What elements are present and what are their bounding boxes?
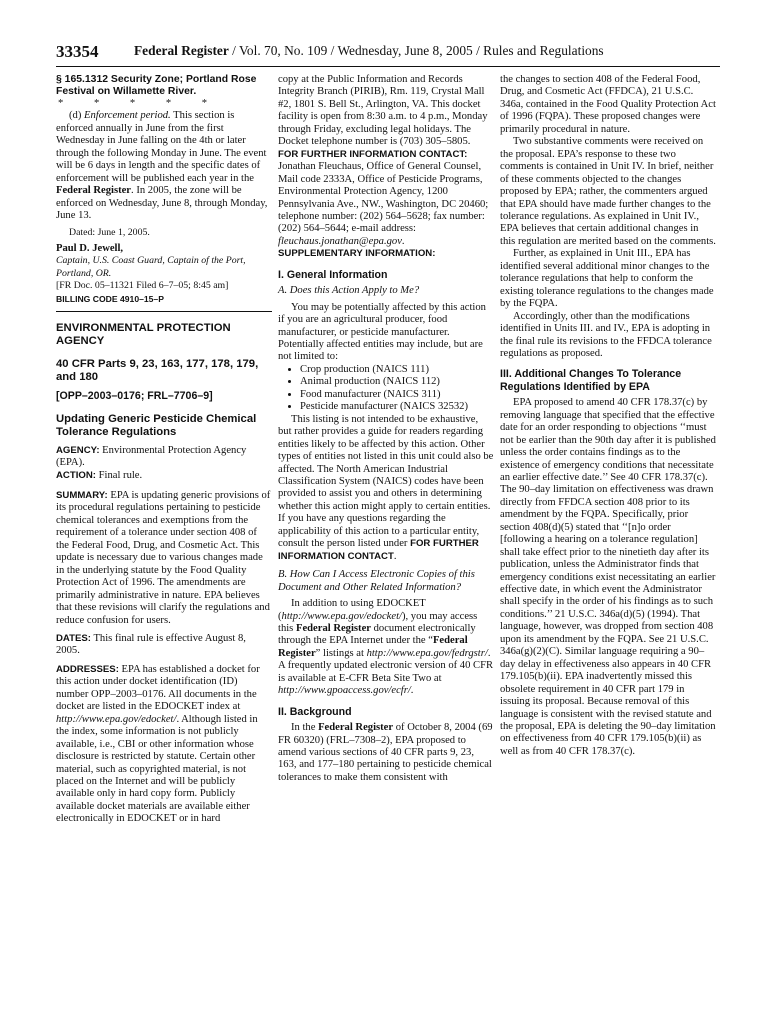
edocket-link[interactable]: http://www.epa.gov/edocket/ bbox=[281, 610, 402, 622]
edocket-link[interactable]: http://www.epa.gov/edocket/ bbox=[56, 713, 177, 725]
journal-name: Federal Register bbox=[134, 43, 229, 58]
additional-changes-paragraph: Further, as explained in Unit III., EPA has identified several additional minor changes to the tolerance regulations that help to conform the existing tolerance regulations to the changes made by the FQPA. bbox=[500, 248, 714, 310]
access-paragraph: In addition to using EDOCKET (http://www.epa.gov/edocket/), you may access this Federal Register document electronically through the EPA Internet under the “Federal Register” listings at http://www.epa.gov/fedrgstr/. A frequently updated electronic version of 40 CFR is available at E-CFR Beta Site Two at http://www.gpoaccess.gov/ecfr/. bbox=[278, 598, 494, 697]
summary-paragraph: SUMMARY: EPA is updating generic provisions of its procedural regulations pertaining to pesticide chemical tolerances and exemptions from the requirement of a tolerance under section 408 of the Federal Food, Drug, and Cosmetic Act. This update is necessary due to various changes made in the underlying statute by the Food Quality Protection Act of 1996. The amendments are primarily administrative in nature. EPA believes that these revisions will clarify the regulations and reduce confusion for users. bbox=[56, 490, 271, 626]
subheading-access: B. How Can I Access Electronic Copies of this Document and Other Related Information? bbox=[278, 569, 475, 593]
page-header bbox=[56, 40, 720, 67]
page-number: 33354 bbox=[56, 42, 99, 61]
amend-paragraph: EPA proposed to amend 40 CFR 178.37(c) by removing language that specified that the effective date for an order responding to objections ‘‘must not be earlier than the 90th day after it is published unless the order contains findings as to the existence of emergency conditions that necessitate an earlier effective date.’’ See 40 CFR 178.37(c). The 90–day limitation on effectiveness was drawn directly from FFDCA section 408 prior to its amendment by the FQPA. Specifically, prior section 408(d)(5) stated that ‘‘[n]o order [following a hearing on a tolerance regulation] shall take effect prior to the ninetieth day after its publication, unless the Administrator finds that emergency conditions exist necessitating an earlier effective date, in which event the Administrator shall specify in the order of his findings as to such conditions.’’ 21 U.S.C. 346a(d)(5) (1994). That language, however, was dropped from section 408 upon its amendment by the FQPA. See 21 U.S.C. 346a(g)(2)(C). Similar language requiring a 90–day delay in effectiveness also appears in 40 CFR 179.105(b)(ii). EPA inadvertently missed this obsolete requirement in 40 CFR part 179 in issuing its proposal. Because removal of this language is consistent with the revised statute and the proposal, EPA is deleting the 90–day limitation on effectiveness from 40 CFR 179.105(b)(ii) as well as from 40 CFR 178.37(c). bbox=[500, 397, 716, 757]
docket-facility-paragraph: copy at the Public Information and Records Integrity Branch (PIRIB), Rm. 119, Crystal Mall #2, 1801 S. Bell St., Arlington, VA. This docket facility is open from 8:30 a.m. to 4 p.m., Monday through Friday, excluding legal holidays. The Docket telephone number is (703) 305–5805. bbox=[278, 74, 488, 148]
comments-paragraph: Two substantive comments were received on the proposal. EPA’s response to these two comments is contained in Unit IV. In brief, neither of these comments objected to the changes proposed by EPA; rather, the commenters argued that EPA should have made further changes to the tolerance regulations. As explained in Unit IV., EPA believes that certain additional changes in this regulation are merited based on the comments. bbox=[500, 136, 716, 247]
fedrgstr-link[interactable]: http://www.epa.gov/fedrgstr/ bbox=[366, 647, 488, 659]
agency-heading: ENVIRONMENTAL PROTECTION AGENCY bbox=[56, 322, 231, 348]
contact-paragraph: FOR FURTHER INFORMATION CONTACT: Jonathan Fleuchaus, Office of General Counsel, Mail code 2333A, Office of Pesticide Programs, Environmental Protection Agency, 1200 Pennsylvania Ave., NW., Washington, DC 20460; telephone number: (202) 564–5628; fax number: (202) 564–5644; e-mail address: fleuchaus.jonathan@epa.gov. bbox=[278, 148, 489, 247]
running-head-details: / Vol. 70, No. 109 / Wednesday, June 8, 2005 / Rules and Regulations bbox=[228, 43, 604, 58]
ecfr-link[interactable]: http://www.gpoaccess.gov/ecfr/ bbox=[278, 685, 411, 697]
heading-general-information: I. General Information bbox=[278, 268, 388, 281]
list-item: • Crop production (NAICS 111) bbox=[300, 364, 494, 376]
action-line: ACTION: Final rule. bbox=[56, 469, 143, 481]
paragraph-d: (d) Enforcement period. This section is enforced annually in June from the first Wednesday in June falling on the 4th or later through the following Monday in June. The event will be 6 days in length and the specific dates of enforcement will be published each year in the Federal Register. In 2005, the zone will be enforced on Wednesday, June 8, through Monday, June 13. bbox=[56, 110, 268, 222]
column-3 bbox=[500, 74, 716, 758]
list-item: • Pesticide manufacturer (NAICS 32532) bbox=[300, 401, 494, 413]
list-item: • Animal production (NAICS 112) bbox=[300, 376, 494, 388]
naics-list bbox=[278, 364, 494, 414]
docket-number: [OPP–2003–0176; FRL–7706–9] bbox=[56, 390, 213, 403]
agency-line: AGENCY: Environmental Protection Agency (EPA). bbox=[56, 444, 247, 469]
section-divider bbox=[56, 311, 272, 312]
section-heading: § 165.1312 Security Zone; Portland Rose Festival on Willamette River. bbox=[56, 74, 257, 97]
affected-paragraph: You may be potentially affected by this action if you are an agricultural producer, food manufacturer, or pesticide manufacturer. Potentially affected entities may include, but are not limited to: bbox=[278, 301, 486, 363]
listing-paragraph: This listing is not intended to be exhaustive, but rather provides a guide for readers regarding entities likely to be affected by this action. Other types of entities not listed in this unit could also be affected. The North American Industrial Classification System (NAICS) codes have been provided to assist you and others in determining whether this action might apply to certain entities. If you have any questions regarding the applicability of this action to a particular entity, consult the person listed under FOR FURTHER INFORMATION CONTACT. bbox=[278, 413, 494, 562]
background-paragraph: In the Federal Register of October 8, 2004 (69 FR 60320) (FRL–7308–2), EPA proposed to amend various sections of 40 CFR parts 9, 23, 163, and 177–180 pertaining to pesticide chemical tolerances to make them consistent with bbox=[278, 722, 493, 783]
contact-email-link[interactable]: fleuchaus.jonathan@epa.gov bbox=[278, 235, 402, 247]
list-item: • Food manufacturer (NAICS 311) bbox=[300, 389, 494, 401]
fr-doc-line: [FR Doc. 05–11321 Filed 6–7–05; 8:45 am] bbox=[56, 280, 229, 292]
dated-line: Dated: June 1, 2005. bbox=[69, 226, 150, 238]
background-continued: the changes to section 408 of the Federal Food, Drug, and Cosmetic Act (FFDCA), 21 U.S.C. 346a, contained in the Food Quality Protection Act of 1996 (FQPA). These proposed changes were primarily procedural in nature. bbox=[500, 74, 716, 135]
supplementary-info-label: SUPPLEMENTARY INFORMATION: bbox=[278, 248, 436, 260]
running-head bbox=[134, 43, 604, 59]
column-1 bbox=[56, 74, 272, 826]
signer-name: Paul D. Jewell, bbox=[56, 242, 124, 254]
column-2 bbox=[278, 74, 494, 784]
accordingly-paragraph: Accordingly, other than the modifications identified in Units III. and IV., EPA is adopting in the final rule its revisions to the FFDCA tolerance regulations as proposed. bbox=[500, 310, 712, 359]
heading-additional-changes: III. Additional Changes To Tolerance Regulations Identified by EPA bbox=[500, 368, 682, 393]
heading-background: II. Background bbox=[278, 705, 352, 718]
rule-title: Updating Generic Pesticide Chemical Tolerance Regulations bbox=[56, 412, 257, 438]
ellipsis-stars: * * * * * bbox=[58, 98, 222, 109]
subheading-apply: A. Does this Action Apply to Me? bbox=[278, 285, 420, 297]
cfr-heading: 40 CFR Parts 9, 23, 163, 177, 178, 179, and 180 bbox=[56, 358, 259, 384]
addresses-paragraph: ADDRESSES: EPA has established a docket for this action under docket identification (ID) number OPP–2003–0176. All documents in the docket are listed in the EDOCKET index at http://www.epa.gov/edocket/. Although listed in the index, some information is not publicly available, i.e., CBI or other information whose disclosure is restricted by statute. Certain other material, such as copyrighted material, is not placed on the Internet and will be publicly available only in hard copy form. Publicly available docket materials are available either electronically in EDOCKET or in hard bbox=[56, 663, 260, 825]
billing-code: BILLING CODE 4910–15–P bbox=[56, 293, 164, 304]
signer-title: Captain, U.S. Coast Guard, Captain of the Port, Portland, OR. bbox=[56, 255, 246, 279]
dates-paragraph: DATES: This final rule is effective August 8, 2005. bbox=[56, 633, 246, 657]
